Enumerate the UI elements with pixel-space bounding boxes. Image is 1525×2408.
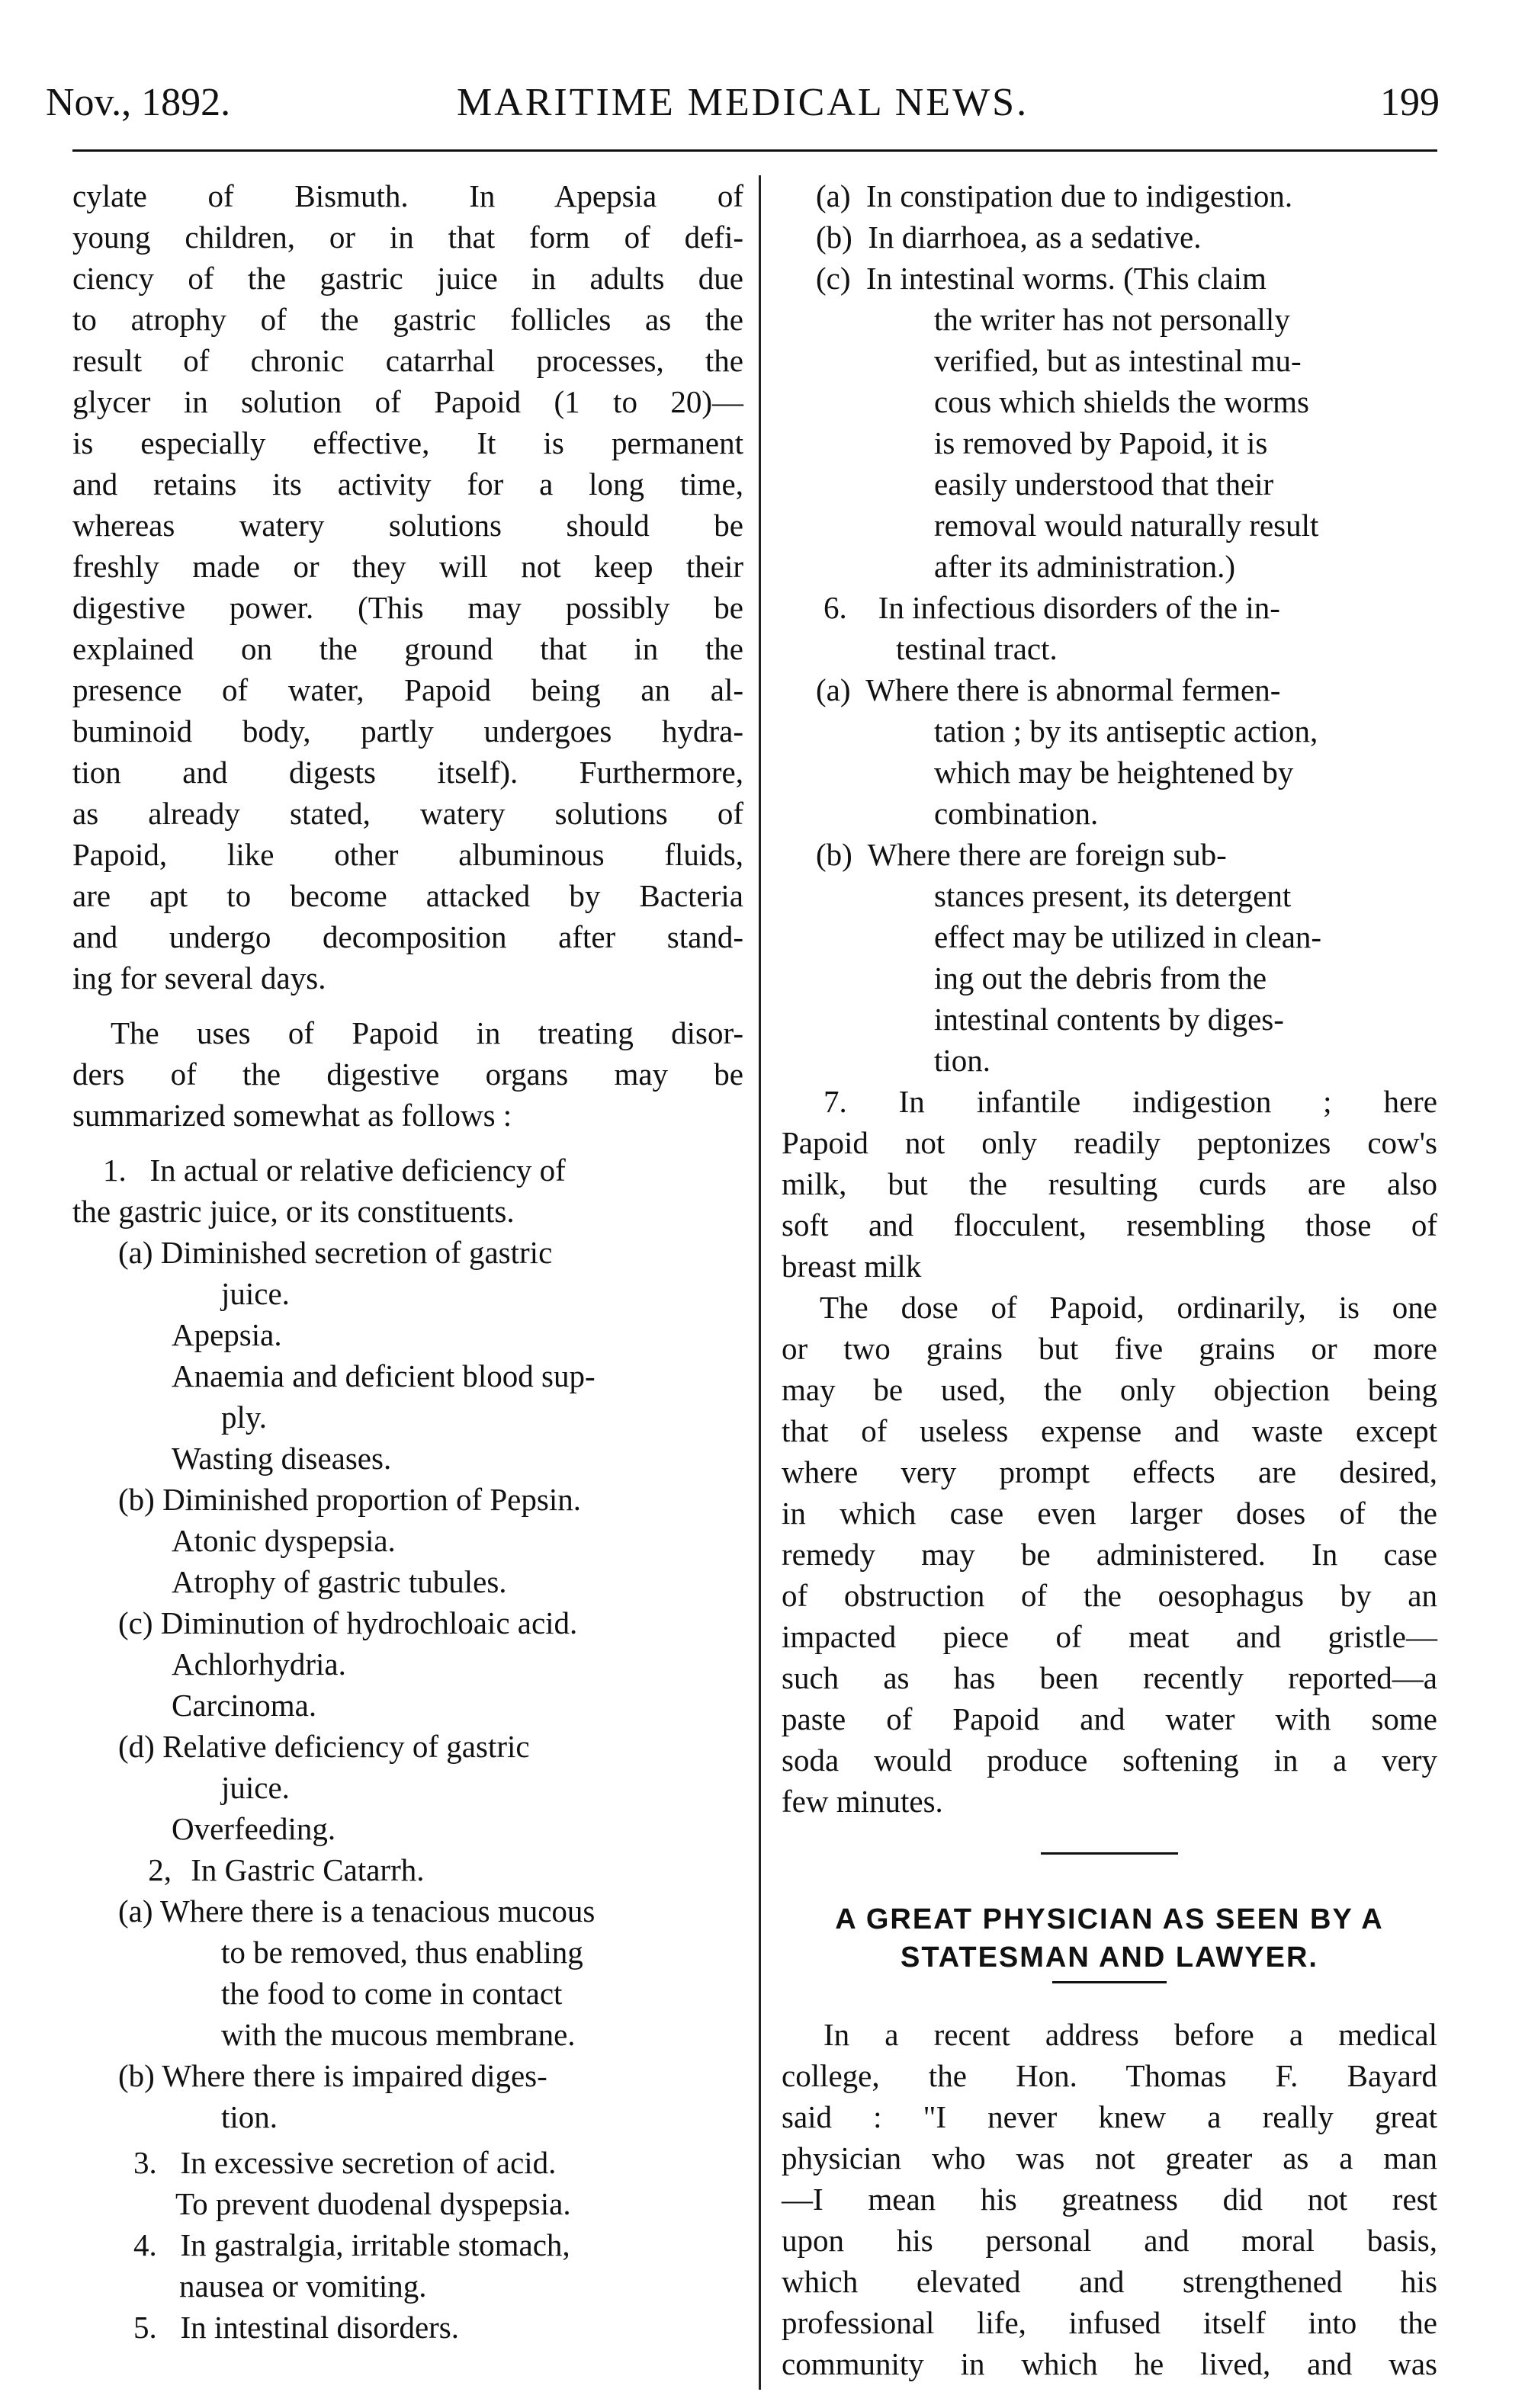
text-line: combination. xyxy=(934,796,1099,831)
text-line: impacted piece of meat and gristle— xyxy=(782,1619,1437,1654)
text-line: said : "I never knew a really great xyxy=(782,2099,1437,2134)
text-line: Where there are foreign sub- xyxy=(867,837,1227,872)
sub-item: Wasting diseases. xyxy=(172,1441,392,1476)
list-item-5c xyxy=(782,258,1437,587)
text-line: presence of water, Papoid being an al- xyxy=(72,672,743,707)
text-line: Where there is abnormal fermen- xyxy=(865,672,1281,707)
text-line: In actual or relative deficiency of xyxy=(149,1153,566,1188)
item-number: 3. xyxy=(133,2145,157,2180)
text-line: and retains its activity for a long time, xyxy=(72,467,743,502)
item-7-paragraph xyxy=(782,1081,1437,1287)
text-line: paste of Papoid and water with some xyxy=(782,1701,1437,1736)
list-item-5 xyxy=(72,2307,743,2348)
text-line: stances present, its detergent xyxy=(934,878,1292,913)
text-line: In constipation due to indigestion. xyxy=(866,178,1293,213)
text-line: ders of the digestive organs may be xyxy=(72,1057,743,1092)
article-paragraph xyxy=(782,2014,1437,2384)
list-item-6b xyxy=(782,834,1437,1081)
sub-item: Anaemia and deficient blood sup- xyxy=(172,1358,596,1393)
text-line: may be used, the only objection being xyxy=(782,1372,1437,1407)
item-label: (a) xyxy=(816,178,851,213)
text-line: Papoid, like other albuminous fluids, xyxy=(72,837,743,872)
text-line: digestive power. (This may possibly be xyxy=(72,590,743,625)
text-line: remedy may be administered. In case xyxy=(782,1537,1437,1572)
section-divider xyxy=(1041,1852,1178,1855)
text-line: juice. xyxy=(221,1770,290,1805)
text-line: tion. xyxy=(934,1043,991,1078)
text-line: upon his personal and moral basis, xyxy=(782,2223,1437,2258)
sub-item: Atonic dyspepsia. xyxy=(172,1523,396,1558)
text-line: glycer in solution of Papoid (1 to 20)— xyxy=(72,384,743,419)
text-line: testinal tract. xyxy=(896,631,1058,666)
text-line: the writer has not personally xyxy=(934,302,1290,337)
text-line: Diminished secretion of gastric xyxy=(160,1235,553,1270)
text-line: In Gastric Catarrh. xyxy=(191,1852,425,1887)
text-line: juice. xyxy=(221,1276,290,1311)
text-line: tation ; by its antiseptic action, xyxy=(934,713,1318,749)
list-item-6 xyxy=(782,587,1437,669)
text-line: ing for several days. xyxy=(72,960,326,996)
list-item-5b xyxy=(782,216,1437,258)
text-line: and undergo decomposition after stand- xyxy=(72,919,743,954)
text-line: is removed by Papoid, it is xyxy=(934,425,1268,460)
item-label: (a) xyxy=(118,1893,153,1929)
intro-paragraph xyxy=(72,175,743,999)
text-line: nausea or vomiting. xyxy=(179,2269,427,2304)
text-line: cylate of Bismuth. In Apepsia of xyxy=(72,178,743,213)
item-label: (b) xyxy=(816,220,852,255)
text-line: community in which he lived, and was xyxy=(782,2346,1437,2381)
text-line: removal would naturally result xyxy=(934,508,1319,543)
text-line: In infectious disorders of the in- xyxy=(878,590,1280,625)
column-divider xyxy=(759,175,761,2390)
text-line: soft and flocculent, resembling those of xyxy=(782,1207,1437,1242)
text-line: Diminution of hydrochloaic acid. xyxy=(160,1605,578,1640)
sub-item: Overfeeding. xyxy=(172,1811,336,1846)
dose-paragraph xyxy=(782,1287,1437,1822)
text-line: professional life, infused itself into the xyxy=(782,2305,1437,2340)
text-line: to atrophy of the gastric follicles as the xyxy=(72,302,743,337)
text-line: such as has been recently reported—a xyxy=(782,1660,1437,1695)
text-line: Relative deficiency of gastric xyxy=(162,1729,530,1764)
list-item-1b xyxy=(72,1479,743,1520)
item-number: 5. xyxy=(133,2310,157,2345)
text-line: ing out the debris from the xyxy=(934,960,1267,996)
text-line: Where there is a tenacious mucous xyxy=(160,1893,596,1929)
header-rule xyxy=(72,149,1437,152)
item-label: (a) xyxy=(816,672,851,707)
uses-paragraph xyxy=(72,1012,743,1136)
text-line: In gastralgia, irritable stomach, xyxy=(180,2227,570,2262)
text-line: whereas watery solutions should be xyxy=(72,508,743,543)
text-line: ciency of the gastric juice in adults due xyxy=(72,261,743,296)
text-line: young children, or in that form of defi- xyxy=(72,220,743,255)
text-line: cous which shields the worms xyxy=(934,384,1309,419)
sub-item: Atrophy of gastric tubules. xyxy=(172,1564,507,1599)
list-item-1 xyxy=(72,1149,743,1232)
page-number: 199 xyxy=(1380,81,1440,124)
text-line: which elevated and strengthened his xyxy=(782,2264,1437,2299)
text-line: tion and digests itself). Furthermore, xyxy=(72,755,743,790)
text-line: of obstruction of the oesophagus by an xyxy=(782,1578,1437,1613)
item-number: 6. xyxy=(824,590,847,625)
text-line: milk, but the resulting curds are also xyxy=(782,1166,1437,1201)
text-line: in which case even larger doses of the xyxy=(782,1496,1437,1531)
list-item-1c xyxy=(72,1602,743,1643)
text-line: In intestinal disorders. xyxy=(180,2310,460,2345)
text-line: Papoid not only readily peptonizes cow's xyxy=(782,1125,1437,1160)
item-label: (b) xyxy=(816,837,852,872)
issue-date: Nov., 1892. xyxy=(46,81,231,124)
item-label: (b) xyxy=(118,2058,155,2093)
text-line: as already stated, watery solutions of xyxy=(72,796,743,831)
text-line: the food to come in contact xyxy=(221,1976,563,2011)
sub-item: Carcinoma. xyxy=(172,1688,317,1723)
publication-title: MARITIME MEDICAL NEWS. xyxy=(456,81,1029,124)
list-item-2 xyxy=(72,1849,743,1890)
text-line: or two grains but five grains or more xyxy=(782,1331,1437,1366)
text-line: where very prompt effects are desired, xyxy=(782,1454,1437,1489)
text-line: In excessive secretion of acid. xyxy=(180,2145,557,2180)
item-label: (a) xyxy=(118,1235,153,1270)
list-item-5a xyxy=(782,175,1437,216)
list-item-2a xyxy=(72,1890,743,2055)
text-line: —I mean his greatness did not rest xyxy=(782,2182,1437,2217)
sub-item: Apepsia. xyxy=(172,1317,282,1352)
article-heading xyxy=(782,1900,1437,1983)
list-item-1d xyxy=(72,1726,743,1767)
item-label: (d) xyxy=(118,1729,155,1764)
text-line: intestinal contents by diges- xyxy=(934,1002,1284,1037)
text-line: result of chronic catarrhal processes, the xyxy=(72,343,743,378)
text-line: tion. xyxy=(221,2099,278,2134)
text-line: easily understood that their xyxy=(934,467,1274,502)
text-line: Where there is impaired diges- xyxy=(162,2058,547,2093)
heading-rule xyxy=(1052,1981,1167,1983)
text-line: college, the Hon. Thomas F. Bayard xyxy=(782,2058,1437,2093)
text-line: buminoid body, partly undergoes hydra- xyxy=(72,713,743,749)
item-label: (b) xyxy=(118,1482,155,1517)
list-item-1a xyxy=(72,1232,743,1273)
text-line: breast milk xyxy=(782,1249,922,1284)
text-line: soda would produce softening in a very xyxy=(782,1743,1437,1778)
text-line: effect may be utilized in clean- xyxy=(934,919,1322,954)
sub-item: Achlorhydria. xyxy=(172,1646,346,1682)
item-number: 2, xyxy=(148,1852,172,1887)
text-line: In intestinal worms. (This claim xyxy=(866,261,1267,296)
heading-line: A GREAT PHYSICIAN AS SEEN BY A xyxy=(835,1903,1384,1935)
text-line: few minutes. xyxy=(782,1784,943,1819)
item-number: 1. xyxy=(103,1153,127,1188)
text-line: are apt to become attacked by Bacteria xyxy=(72,878,743,913)
text-line: the gastric juice, or its constituents. xyxy=(72,1194,515,1229)
text-line: after its administration.) xyxy=(934,549,1236,584)
list-item-2b xyxy=(72,2055,743,2137)
text-line: The dose of Papoid, ordinarily, is one xyxy=(820,1290,1437,1325)
left-column xyxy=(72,175,743,2348)
list-item-3 xyxy=(72,2142,743,2183)
item-label: (c) xyxy=(816,261,851,296)
text-line: In a recent address before a medical xyxy=(824,2017,1437,2052)
page-header xyxy=(46,72,1440,133)
sub-item: To prevent duodenal dyspepsia. xyxy=(175,2186,571,2221)
text-line: to be removed, thus enabling xyxy=(221,1935,583,1970)
text-line: The uses of Papoid in treating disor- xyxy=(111,1015,743,1050)
text-line: In diarrhoea, as a sedative. xyxy=(868,220,1202,255)
item-number: 4. xyxy=(133,2227,157,2262)
text-line: 7. In infantile indigestion ; here xyxy=(824,1084,1437,1119)
text-line: verified, but as intestinal mu- xyxy=(934,343,1302,378)
text-line: explained on the ground that in the xyxy=(72,631,743,666)
text-line: is especially effective, It is permanent xyxy=(72,425,743,460)
text-line: freshly made or they will not keep their xyxy=(72,549,743,584)
text-line: that of useless expense and waste except xyxy=(782,1413,1437,1448)
list-item-6a xyxy=(782,669,1437,834)
text-line: summarized somewhat as follows : xyxy=(72,1098,512,1133)
heading-line: STATESMAN AND LAWYER. xyxy=(901,1941,1318,1974)
text-line: with the mucous membrane. xyxy=(221,2017,576,2052)
list-item-4 xyxy=(72,2224,743,2265)
text-line: physician who was not greater as a man xyxy=(782,2140,1437,2176)
item-label: (c) xyxy=(118,1605,153,1640)
sub-item: ply. xyxy=(221,1400,267,1435)
right-column xyxy=(782,175,1437,2384)
text-line: which may be heightened by xyxy=(934,755,1294,790)
text-line: Diminished proportion of Pepsin. xyxy=(162,1482,581,1517)
